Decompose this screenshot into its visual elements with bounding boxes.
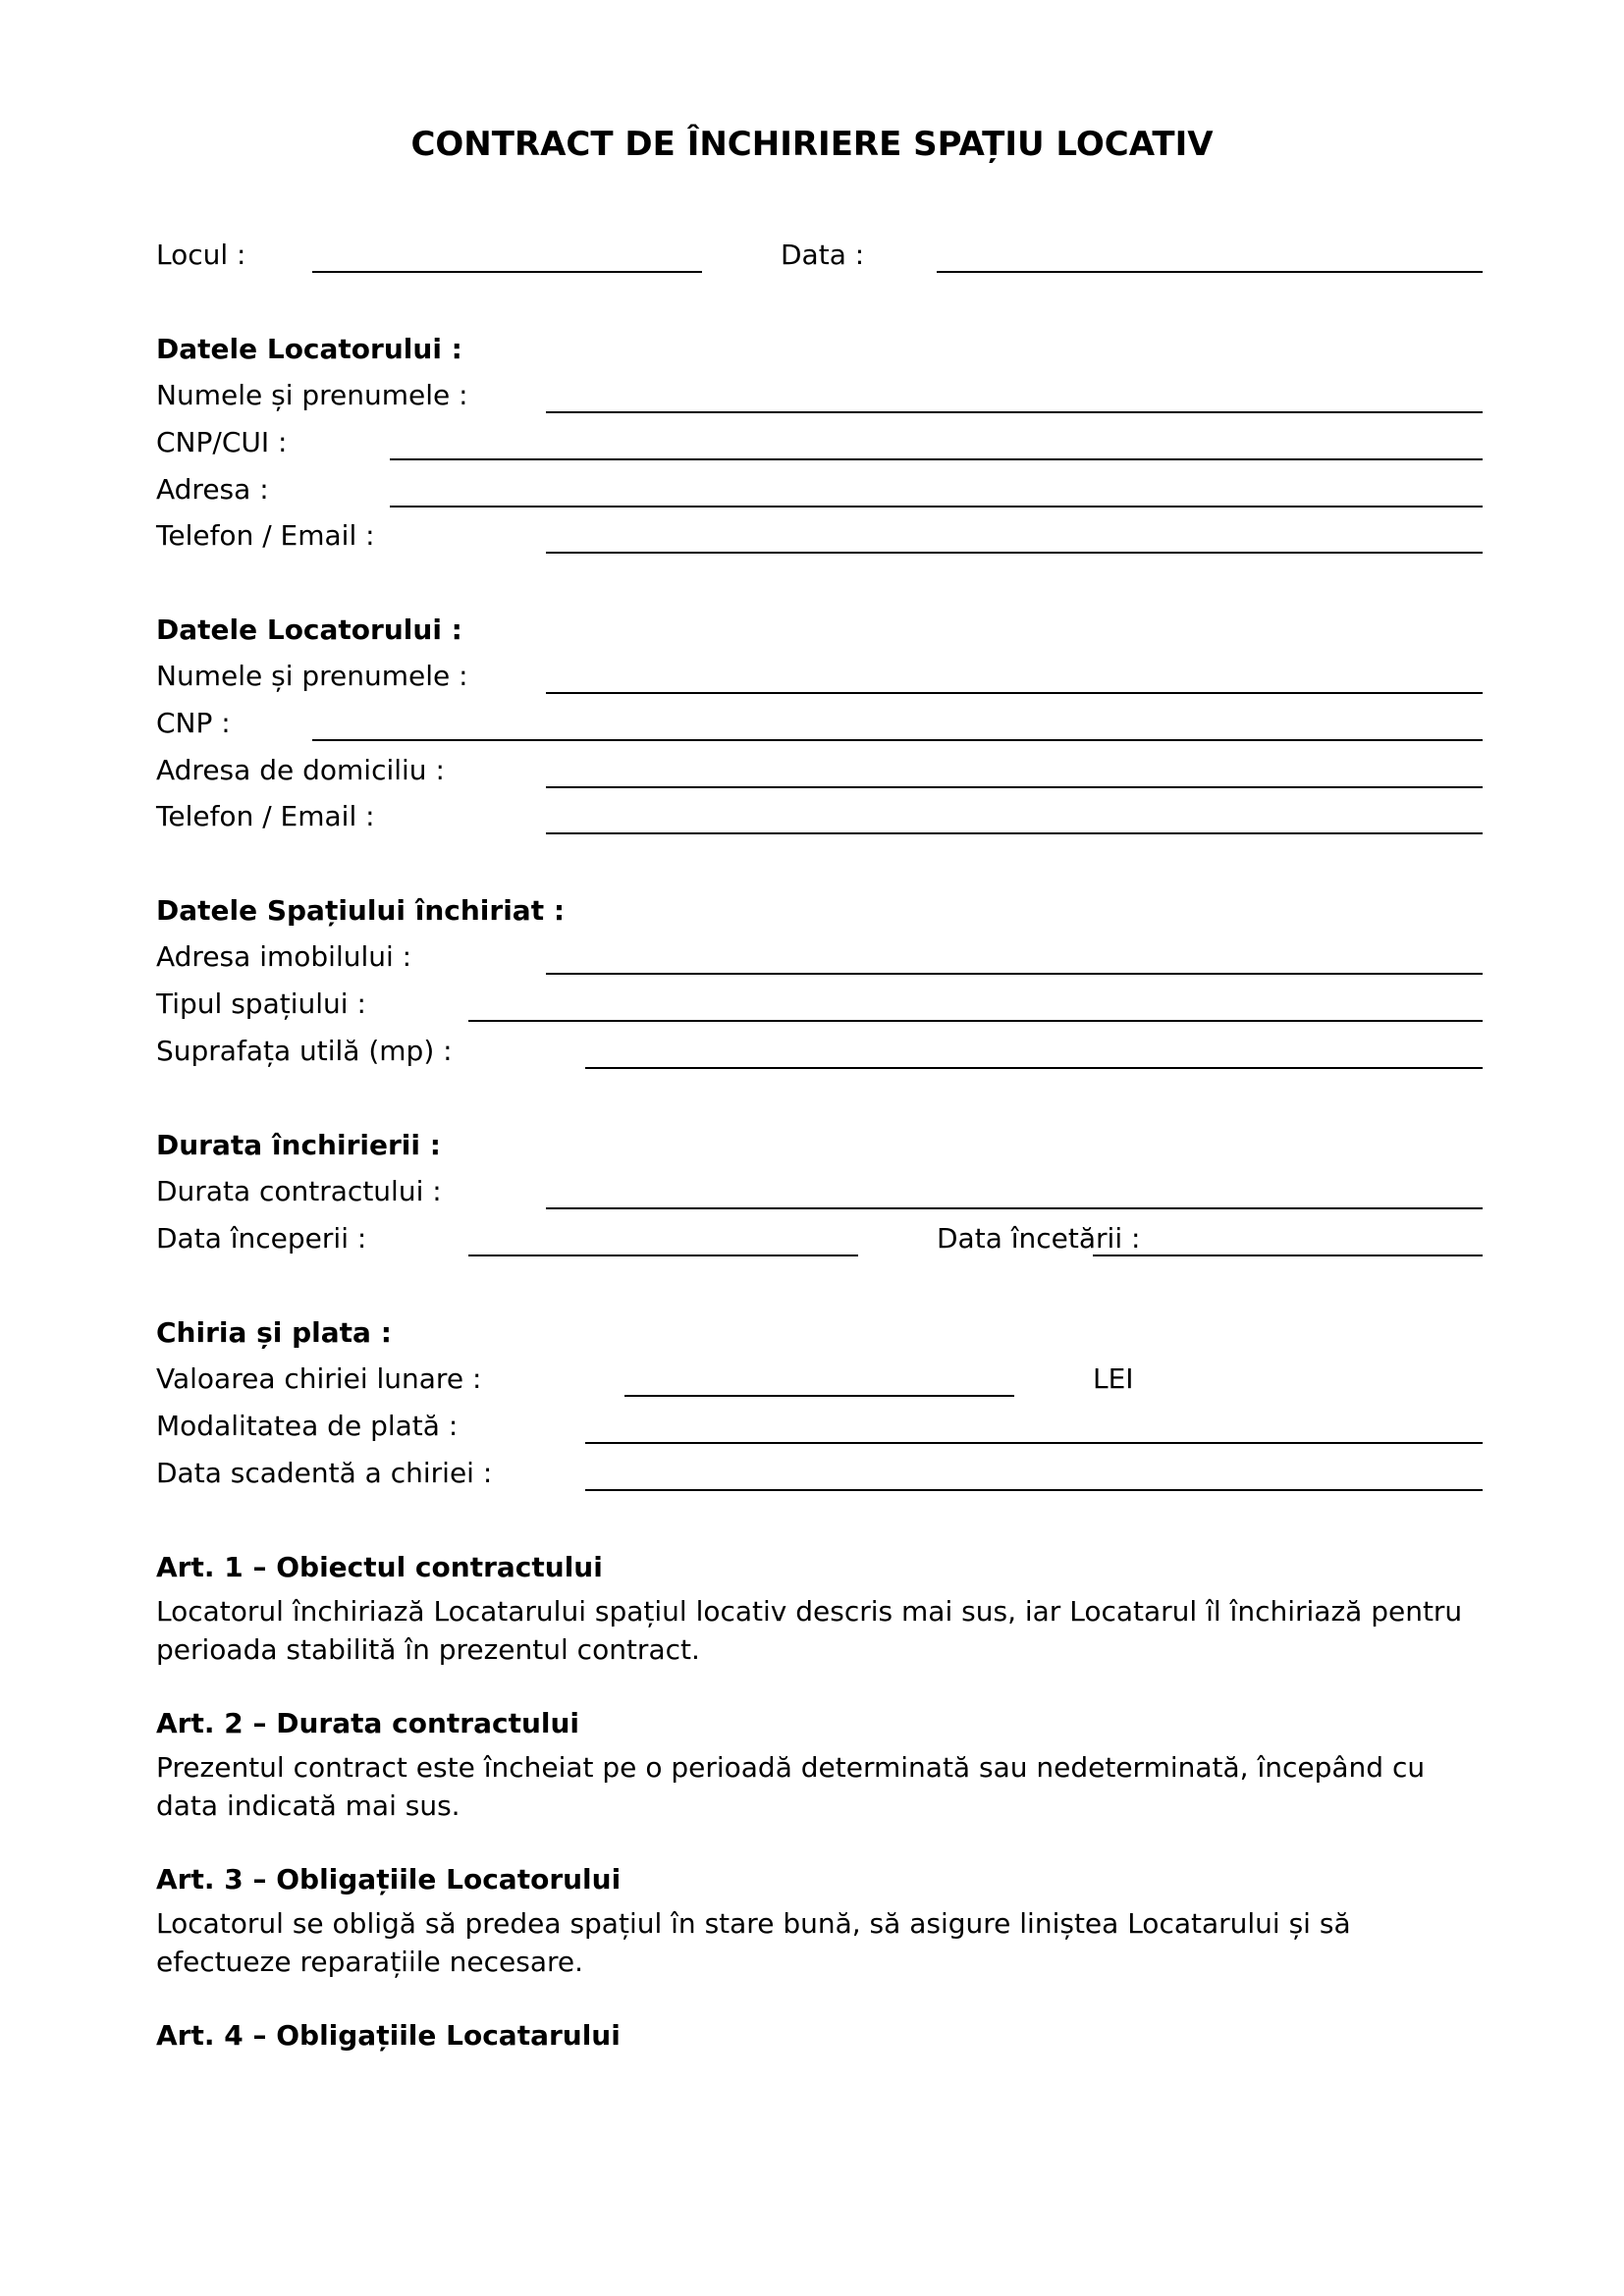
spatiu-adresa-field[interactable] bbox=[546, 973, 1483, 975]
locatar-cnp-label: CNP : bbox=[156, 707, 231, 739]
locator-nume-label: Numele și prenumele : bbox=[156, 379, 468, 411]
spatiu-suprafata-field[interactable] bbox=[585, 1067, 1483, 1069]
locator-heading: Datele Locatorului : bbox=[156, 333, 462, 365]
article-2-title: Art. 2 – Durata contractului bbox=[156, 1707, 580, 1739]
locator-contact-label: Telefon / Email : bbox=[156, 519, 375, 552]
locator-contact-field[interactable] bbox=[546, 552, 1483, 554]
locatar-nume-label: Numele și prenumele : bbox=[156, 660, 468, 692]
durata-contract-label: Durata contractului : bbox=[156, 1175, 442, 1207]
article-1-title: Art. 1 – Obiectul contractului bbox=[156, 1551, 603, 1583]
locatar-heading: Datele Locatorului : bbox=[156, 614, 462, 646]
data-incetare-label: Data încetării : bbox=[937, 1222, 1141, 1255]
article-3-title: Art. 3 – Obligațiile Locatorului bbox=[156, 1863, 622, 1896]
chirie-scadenta-label: Data scadentă a chiriei : bbox=[156, 1457, 493, 1489]
data-inceput-field[interactable] bbox=[468, 1255, 858, 1256]
article-2-text: Prezentul contract este încheiat pe o perioadă determinată sau nedeterminată, începând cu data indicată mai sus. bbox=[156, 1751, 1426, 1822]
chirie-valoare-label: Valoarea chiriei lunare : bbox=[156, 1362, 482, 1395]
chirie-modalitate-label: Modalitatea de plată : bbox=[156, 1410, 459, 1442]
data-label: Data : bbox=[781, 239, 865, 271]
locul-label: Locul : bbox=[156, 239, 246, 271]
chirie-valoare-field[interactable] bbox=[624, 1395, 1014, 1397]
article-1-text: Locatorul închiriază Locatarului spațiul locativ descris mai sus, iar Locatarul îl închiriază pentru perioada stabilită în prezentul contract. bbox=[156, 1595, 1463, 1666]
chirie-scadenta-field[interactable] bbox=[585, 1489, 1483, 1491]
locatar-nume-field[interactable] bbox=[546, 692, 1483, 694]
spatiu-suprafata-label: Suprafața utilă (mp) : bbox=[156, 1035, 453, 1067]
data-field[interactable] bbox=[937, 271, 1483, 273]
currency-label: LEI bbox=[1093, 1362, 1134, 1395]
data-incetare-field[interactable] bbox=[1093, 1255, 1483, 1256]
locatar-contact-label: Telefon / Email : bbox=[156, 800, 375, 832]
article-3-text: Locatorul se obligă să predea spațiul în stare bună, să asigure liniștea Locatarului și să efectueze reparațiile necesare. bbox=[156, 1907, 1351, 1978]
locatar-contact-field[interactable] bbox=[546, 832, 1483, 834]
durata-contract-field[interactable] bbox=[546, 1207, 1483, 1209]
spatiu-tip-field[interactable] bbox=[468, 1020, 1483, 1022]
locator-adresa-field[interactable] bbox=[390, 506, 1483, 507]
locul-field[interactable] bbox=[312, 271, 702, 273]
spatiu-adresa-label: Adresa imobilului : bbox=[156, 940, 412, 973]
locatar-adresa-field[interactable] bbox=[546, 786, 1483, 788]
chirie-heading: Chiria și plata : bbox=[156, 1316, 392, 1349]
locator-nume-field[interactable] bbox=[546, 411, 1483, 413]
durata-heading: Durata închirierii : bbox=[156, 1129, 441, 1161]
locator-cnp-label: CNP/CUI : bbox=[156, 426, 288, 458]
spatiu-tip-label: Tipul spațiului : bbox=[156, 988, 366, 1020]
chirie-modalitate-field[interactable] bbox=[585, 1442, 1483, 1444]
locator-cnp-field[interactable] bbox=[390, 458, 1483, 460]
locator-adresa-label: Adresa : bbox=[156, 473, 269, 506]
article-4-title: Art. 4 – Obligațiile Locatarului bbox=[156, 2019, 621, 2052]
locatar-cnp-field[interactable] bbox=[312, 739, 1483, 741]
data-inceput-label: Data începerii : bbox=[156, 1222, 367, 1255]
document-title: CONTRACT DE ÎNCHIRIERE SPAȚIU LOCATIV bbox=[410, 125, 1214, 164]
locatar-adresa-label: Adresa de domiciliu : bbox=[156, 754, 445, 786]
spatiu-heading: Datele Spațiului închiriat : bbox=[156, 894, 566, 927]
